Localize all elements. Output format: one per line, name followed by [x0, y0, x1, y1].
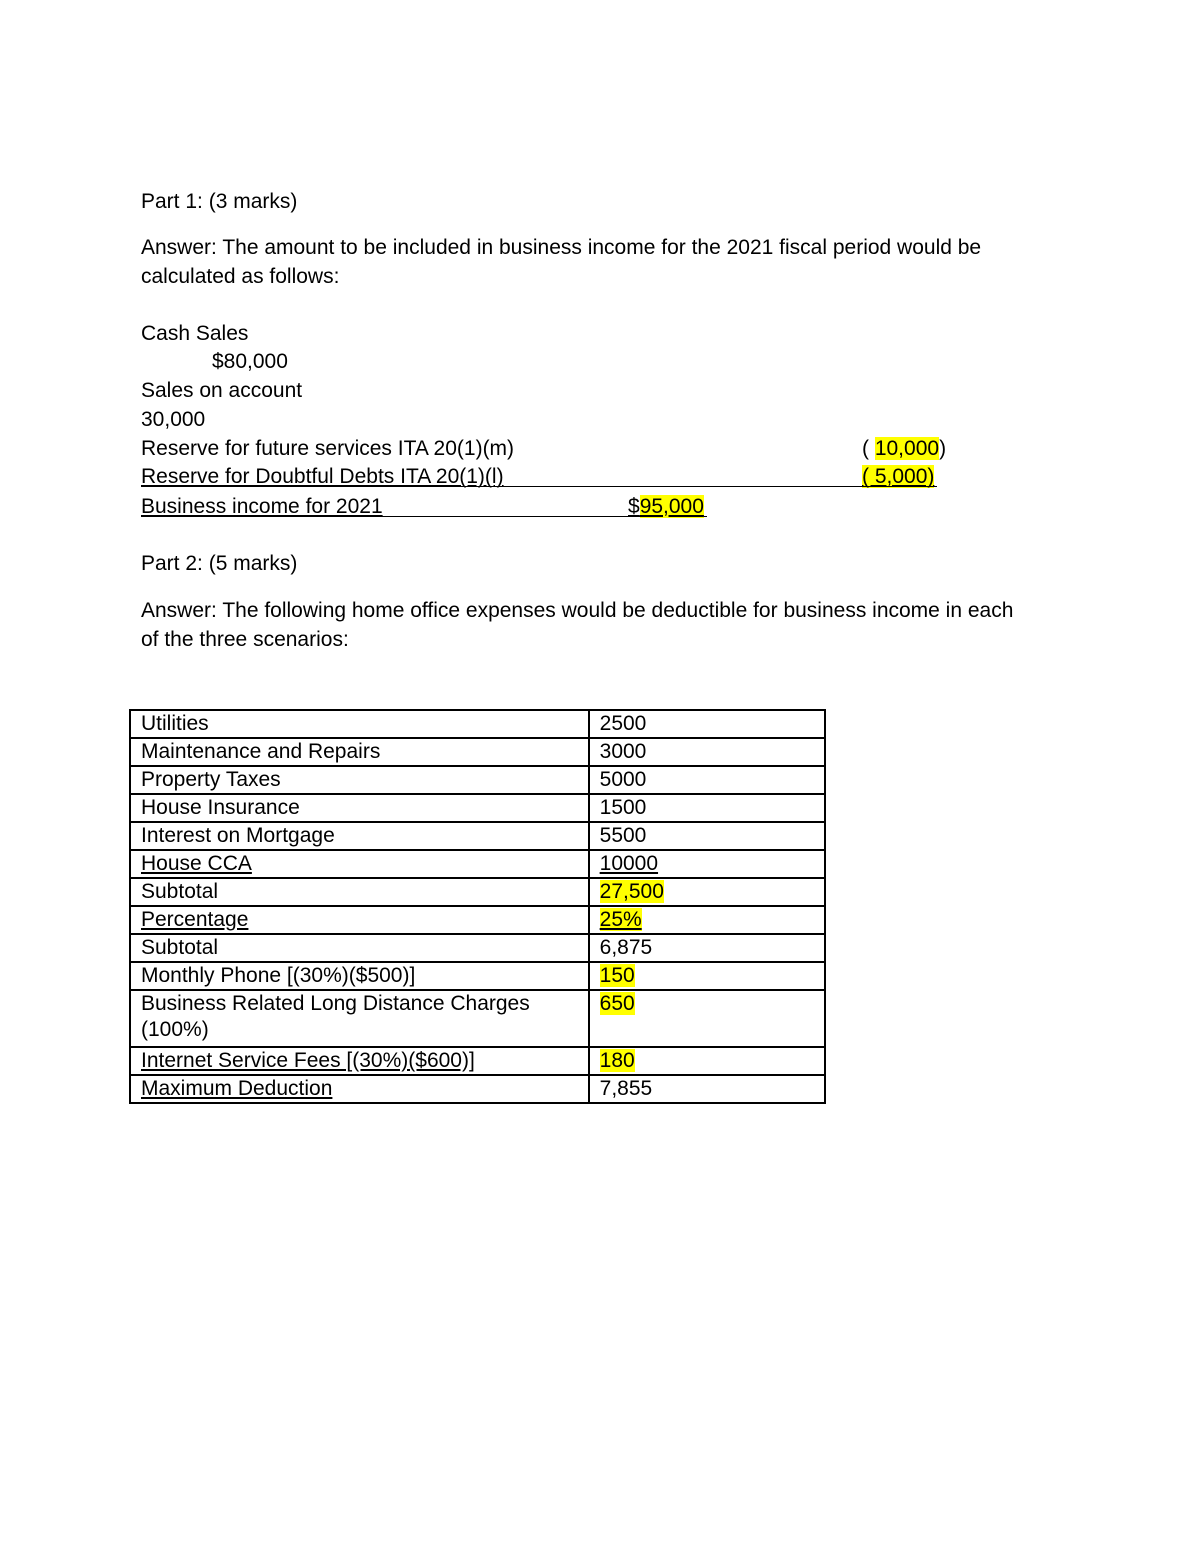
table-row: [130, 962, 825, 990]
row-label: Percentage: [130, 906, 589, 934]
part2-heading: Part 2: (5 marks): [141, 552, 298, 575]
business-income-rule: [141, 516, 707, 517]
row-value: 3000: [589, 738, 825, 766]
row-value: 5000: [589, 766, 825, 794]
row-value: 650: [589, 990, 825, 1047]
row-label: Property Taxes: [130, 766, 589, 794]
row-label: Business Related Long Distance Charges (100%): [130, 990, 589, 1047]
part2-answer-line1: Answer: The following home office expenses would be deductible for business income in each: [141, 599, 1014, 622]
row-value: 1500: [589, 794, 825, 822]
sales-on-account-label: Sales on account: [141, 379, 303, 402]
sales-on-account-value: 30,000: [141, 408, 206, 431]
row-value: 25%: [589, 906, 825, 934]
row-label: Utilities: [130, 710, 589, 738]
row-value: 7,855: [589, 1075, 825, 1103]
row-label: Maximum Deduction: [130, 1075, 589, 1103]
row-label: Internet Service Fees [(30%)($600)]: [130, 1047, 589, 1075]
part1-answer-line2: calculated as follows:: [141, 265, 340, 288]
row-label: Monthly Phone [(30%)($500)]: [130, 962, 589, 990]
row-label: House Insurance: [130, 794, 589, 822]
row-label: Subtotal: [130, 934, 589, 962]
table-row: [130, 906, 825, 934]
table-row: [130, 878, 825, 906]
reserve-doubtful-debts-value: ( 5,000): [862, 465, 935, 488]
row-label: Subtotal: [130, 878, 589, 906]
business-income-value: $95,000: [628, 495, 704, 518]
table-row: [130, 822, 825, 850]
table-row: [130, 710, 825, 738]
table-row: [130, 1075, 825, 1103]
row-value: 6,875: [589, 934, 825, 962]
row-value: 150: [589, 962, 825, 990]
table-row: [130, 794, 825, 822]
table-row: [130, 738, 825, 766]
row-value: 2500: [589, 710, 825, 738]
business-income-label: Business income for 2021: [141, 495, 383, 518]
row-value: 10000: [589, 850, 825, 878]
part1-answer-line1: Answer: The amount to be included in business income for the 2021 fiscal period would be: [141, 236, 982, 259]
table-row: [130, 1047, 825, 1075]
row-label: House CCA: [130, 850, 589, 878]
cash-sales-label: Cash Sales: [141, 322, 249, 345]
row-label: Maintenance and Repairs: [130, 738, 589, 766]
table-row: [130, 934, 825, 962]
row-value: 5500: [589, 822, 825, 850]
table-row: [130, 850, 825, 878]
row-label: Interest on Mortgage: [130, 822, 589, 850]
row-value: 180: [589, 1047, 825, 1075]
row-value: 27,500: [589, 878, 825, 906]
reserve-doubtful-debts-label: Reserve for Doubtful Debts ITA 20(1)(l): [141, 465, 504, 488]
subtotal-rule: [141, 486, 937, 487]
table-row: [130, 766, 825, 794]
table-row: [130, 990, 825, 1047]
home-office-expenses-table: [129, 709, 826, 1104]
reserve-future-services-value: ( 10,000): [862, 437, 947, 460]
cash-sales-value: $80,000: [212, 350, 288, 373]
reserve-future-services-label: Reserve for future services ITA 20(1)(m): [141, 437, 515, 460]
part1-heading: Part 1: (3 marks): [141, 190, 298, 213]
part2-answer-line2: of the three scenarios:: [141, 628, 349, 651]
